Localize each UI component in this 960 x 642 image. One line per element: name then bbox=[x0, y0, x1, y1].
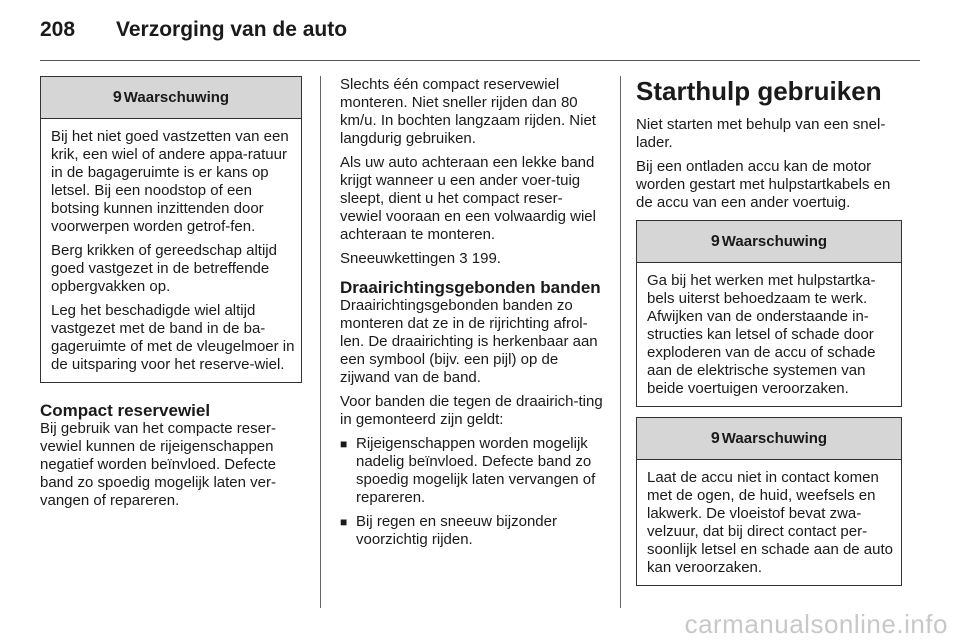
warning-body bbox=[41, 119, 301, 382]
warning-triangle-icon: 9 bbox=[112, 88, 122, 106]
warning-paragraph: Leg het beschadigde wiel altijd vastgezet met de band in de ba-gageruimte of met de vleugelmoer in de uitsparing voor het reserve-wiel. bbox=[51, 302, 295, 373]
warning-heading: Waarschuwing bbox=[721, 430, 828, 447]
xref-label: Sneeuwkettingen bbox=[340, 250, 456, 267]
column-right bbox=[636, 76, 902, 586]
paragraph: Als uw auto achteraan een lekke band krijgt wanneer u een ander voer-tuig sleept, dient u het compact reser-vewiel vooraan en een volwaardig wiel achteraan te monteren. bbox=[340, 154, 596, 243]
warning-box-cargo bbox=[40, 76, 302, 383]
warning-paragraph: Laat de accu niet in contact komen met de ogen, de huid, weefsels en lakwerk. De vloeistof bevat zwa-velzuur, dat bij direct contact per-soonlijk letsel en schade aan de auto kan veroorzaken. bbox=[647, 469, 894, 576]
warning-box-acid bbox=[636, 417, 902, 586]
paragraph: Niet starten met behulp van een snel-lader. bbox=[636, 116, 886, 151]
watermark: carmanualsonline.info bbox=[684, 609, 948, 639]
warning-triangle-icon: 9 bbox=[710, 429, 720, 447]
warning-body bbox=[637, 263, 901, 406]
warning-header bbox=[41, 77, 301, 119]
chapter-title: Verzorging van de auto bbox=[116, 18, 348, 41]
bullet-list bbox=[340, 435, 604, 549]
warning-box-jump-cables bbox=[636, 220, 902, 407]
xref-page: 199. bbox=[471, 250, 501, 267]
warning-heading: Waarschuwing bbox=[123, 89, 230, 106]
section-title-compact-spare: Compact reservewiel bbox=[40, 401, 211, 420]
paragraph: Bij een ontladen accu kan de motor worden gestart met hulpstartkabels en de accu van een ander voertuig. bbox=[636, 158, 891, 211]
warning-paragraph: Ga bij het werken met hulpstartka-bels uiterst behoedzaam te werk. Afwijken van de onderstaande in-structies kan letsel of schade door exploderen van de accu of schade aan de elektrische systemen van beide voertuigen veroorzaken. bbox=[647, 272, 876, 397]
bullet-square-icon: ■ bbox=[340, 437, 348, 451]
column-middle bbox=[340, 76, 604, 555]
section-title-directional-tyres: Draairichtingsgebonden banden bbox=[340, 278, 601, 297]
warning-header bbox=[637, 221, 901, 263]
paragraph: Voor banden die tegen de draairich-ting in gemonteerd zijn geldt: bbox=[340, 393, 603, 428]
warning-paragraph: Bij het niet goed vastzetten van een krik, een wiel of andere appa-ratuur in de bagageruimte is er kans op letsel. Bij een noodstop of een botsing kunnen inzittenden door voorwerpen worden getrof-fen. bbox=[51, 128, 289, 235]
column-left bbox=[40, 76, 302, 516]
page-header bbox=[40, 18, 920, 48]
column-divider bbox=[620, 76, 621, 608]
column-divider bbox=[320, 76, 321, 608]
warning-body bbox=[637, 460, 901, 585]
paragraph: Draairichtingsgebonden banden zo monteren dat ze in de rijrichting afrol-len. De draairichting is herkenbaar aan een symbool (bijv. een pijl) op de zijwand van de band. bbox=[340, 297, 598, 386]
cross-reference[interactable] bbox=[340, 250, 604, 268]
bullet-square-icon: ■ bbox=[340, 515, 348, 529]
header-rule bbox=[40, 60, 920, 61]
warning-triangle-icon: 9 bbox=[710, 232, 720, 250]
page-number: 208 bbox=[40, 18, 76, 41]
warning-heading: Waarschuwing bbox=[721, 233, 828, 250]
warning-header bbox=[637, 418, 901, 460]
list-item: ■ Bij regen en sneeuw bijzonder voorzichtig rijden. bbox=[340, 513, 557, 548]
section-title-jump-start: Starthulp gebruiken bbox=[636, 76, 882, 106]
xref-arrow-icon: 3 bbox=[459, 250, 468, 267]
section-text: Bij gebruik van het compacte reser-vewiel kunnen de rijeigenschappen negatief worden beïnvloed. Defecte band zo spoedig mogelijk laten ver-vangen of repareren. bbox=[40, 420, 276, 509]
list-item: ■ Rijeigenschappen worden mogelijk nadelig beïnvloed. Defecte band zo spoedig mogelijk laten vervangen of repareren. bbox=[340, 435, 596, 506]
warning-paragraph: Berg krikken of gereedschap altijd goed vastgezet in de betreffende opbergvakken op. bbox=[51, 242, 277, 295]
paragraph: Slechts één compact reservewiel monteren. Niet sneller rijden dan 80 km/u. In bochten langzaam rijden. Niet langdurig gebruiken. bbox=[340, 76, 596, 147]
